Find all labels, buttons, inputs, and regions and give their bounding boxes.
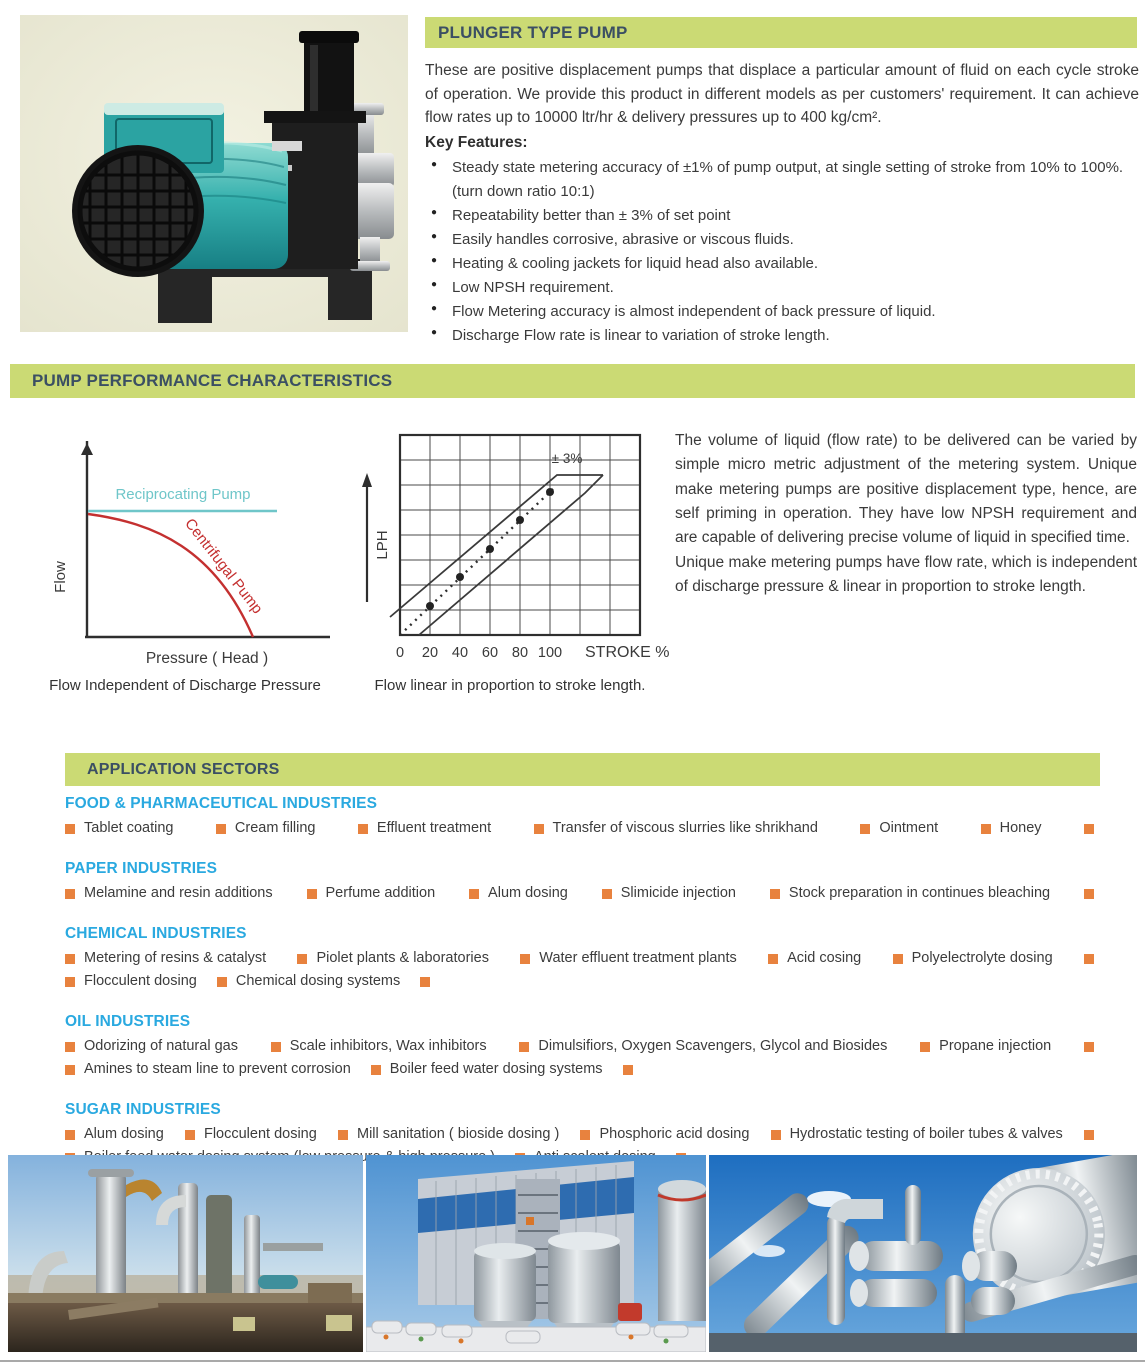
tolerance-label: ± 3% bbox=[551, 451, 583, 466]
industry-photo-strip bbox=[8, 1155, 1137, 1352]
bullet-square-icon bbox=[623, 1065, 633, 1075]
photo-pipes-heat-exchanger bbox=[709, 1155, 1137, 1352]
bullet-square-icon bbox=[65, 1042, 75, 1052]
product-title-bar bbox=[425, 17, 1137, 48]
sector-heading: SUGAR INDUSTRIES bbox=[65, 1101, 221, 1118]
bullet-square-icon bbox=[65, 977, 75, 987]
key-feature-item: ● Low NPSH requirement. bbox=[431, 279, 614, 296]
sector-items-row bbox=[65, 1124, 1103, 1145]
pump-product-photo bbox=[20, 15, 408, 332]
bullet-square-icon bbox=[338, 1130, 348, 1140]
bullet-icon: ● bbox=[431, 231, 438, 242]
application-item: Chemical dosing systems bbox=[217, 971, 400, 992]
application-sectors bbox=[65, 795, 1103, 1189]
sector-items-row bbox=[65, 948, 1103, 969]
application-item: Scale inhibitors, Wax inhibitors bbox=[271, 1036, 487, 1057]
bullet-square-icon bbox=[65, 889, 75, 899]
bullet-square-icon bbox=[371, 1065, 381, 1075]
photo-process-plant bbox=[8, 1155, 363, 1352]
application-item: Metering of resins & catalyst bbox=[65, 948, 266, 969]
application-item: Slimicide injection bbox=[602, 883, 736, 904]
svg-text:100: 100 bbox=[537, 645, 563, 661]
bullet-square-icon bbox=[981, 824, 991, 834]
key-feature-item: ● Discharge Flow rate is linear to variation of stroke length. bbox=[431, 327, 830, 344]
bullet-square-icon bbox=[534, 824, 544, 834]
application-item: Acid cosing bbox=[768, 948, 861, 969]
sector-paper bbox=[65, 860, 1103, 904]
bullet-square-icon bbox=[770, 889, 780, 899]
application-item: Tablet coating bbox=[65, 818, 173, 839]
svg-text:60: 60 bbox=[481, 645, 499, 661]
application-item: Alum dosing bbox=[65, 1124, 164, 1145]
bullet-square-icon bbox=[297, 954, 307, 964]
application-item: Phosphoric acid dosing bbox=[580, 1124, 749, 1145]
application-item: Melamine and resin additions bbox=[65, 883, 273, 904]
application-item: Ointment bbox=[860, 818, 938, 839]
key-feature-item: ● Flow Metering accuracy is almost independent of back pressure of liquid. bbox=[431, 303, 936, 320]
bullet-square-icon bbox=[420, 977, 430, 987]
performance-description bbox=[675, 429, 1137, 599]
application-item: Flocculent dosing bbox=[185, 1124, 317, 1145]
applications-title: APPLICATION SECTORS bbox=[87, 760, 280, 778]
bullet-square-icon bbox=[1084, 889, 1094, 899]
application-item: Piolet plants & laboratories bbox=[297, 948, 489, 969]
bullet-icon: ● bbox=[431, 327, 438, 338]
application-item: Transfer of viscous slurries like shrikhand bbox=[534, 818, 818, 839]
application-item: Perfume addition bbox=[307, 883, 436, 904]
sector-food-pharma bbox=[65, 795, 1103, 839]
sector-heading: PAPER INDUSTRIES bbox=[65, 860, 218, 877]
bullet-square-icon bbox=[1084, 824, 1094, 834]
key-features-label: Key Features: bbox=[425, 134, 528, 151]
key-feature-item: ● Easily handles corrosive, abrasive or viscous fluids. bbox=[431, 231, 794, 248]
bottom-divider bbox=[0, 1360, 1145, 1362]
sector-items-row bbox=[65, 883, 1103, 904]
svg-text:0: 0 bbox=[395, 645, 405, 661]
bullet-square-icon bbox=[1084, 1130, 1094, 1140]
bullet-square-icon bbox=[271, 1042, 281, 1052]
product-title: PLUNGER TYPE PUMP bbox=[438, 22, 628, 42]
bullet-square-icon bbox=[580, 1130, 590, 1140]
key-feature-item: ● Steady state metering accuracy of ±1% of pump output, at single setting of stroke from 10% to 100%. (turn down ratio 10:1) bbox=[431, 159, 1124, 200]
sector-items-row bbox=[65, 971, 1103, 992]
application-item: Propane injection bbox=[920, 1036, 1051, 1057]
sector-items-row bbox=[65, 1036, 1103, 1057]
flow-axis-label: Flow bbox=[52, 561, 69, 593]
bullet-square-icon bbox=[860, 824, 870, 834]
svg-text:40: 40 bbox=[451, 645, 469, 661]
photo-plant-building-tanks bbox=[366, 1155, 706, 1352]
bullet-square-icon bbox=[65, 1130, 75, 1140]
bullet-square-icon bbox=[358, 824, 368, 834]
chart2-caption: Flow linear in proportion to stroke length. bbox=[374, 677, 646, 694]
sector-heading: OIL INDUSTRIES bbox=[65, 1013, 191, 1030]
flow-vs-stroke-chart bbox=[345, 427, 670, 675]
bullet-icon: ● bbox=[431, 207, 438, 218]
reciprocating-pump-label: Reciprocating Pump bbox=[115, 486, 251, 503]
application-item: Honey bbox=[981, 818, 1042, 839]
bullet-square-icon bbox=[217, 977, 227, 987]
pressure-axis-label: Pressure ( Head ) bbox=[145, 650, 269, 667]
svg-text:20: 20 bbox=[421, 645, 439, 661]
x-tick-labels bbox=[396, 645, 562, 661]
application-item: Alum dosing bbox=[469, 883, 568, 904]
key-feature-item: ● Heating & cooling jackets for liquid head also available. bbox=[431, 255, 819, 272]
bullet-icon: ● bbox=[431, 303, 438, 314]
application-item: Water effluent treatment plants bbox=[520, 948, 736, 969]
key-feature-item: ● Repeatability better than ± 3% of set point bbox=[431, 207, 731, 224]
stroke-axis-label: STROKE % bbox=[585, 644, 670, 661]
bullet-square-icon bbox=[469, 889, 479, 899]
sector-items-row bbox=[65, 818, 1103, 839]
bullet-square-icon bbox=[520, 954, 530, 964]
performance-title-bar bbox=[10, 364, 1135, 398]
centrifugal-pump-label: Centrifugal Pump bbox=[181, 515, 266, 618]
bullet-icon: ● bbox=[431, 279, 438, 290]
bullet-square-icon bbox=[519, 1042, 529, 1052]
bullet-square-icon bbox=[307, 889, 317, 899]
product-intro: These are positive displacement pumps that displace a particular amount of fluid on each cycle stroke of operation. We provide this product in different models as per customers' requirement. It can achieve flow rates up to 10000 ltr/hr & delivery pressures up to 400 kg/cm². bbox=[425, 62, 1139, 127]
performance-charts bbox=[0, 427, 1145, 727]
bullet-square-icon bbox=[216, 824, 226, 834]
application-item: Amines to steam line to prevent corrosion bbox=[65, 1059, 351, 1080]
key-features-list bbox=[425, 156, 1139, 348]
bullet-square-icon bbox=[768, 954, 778, 964]
chart1-caption: Flow Independent of Discharge Pressure bbox=[49, 677, 321, 694]
performance-title: PUMP PERFORMANCE CHARACTERISTICS bbox=[32, 371, 393, 390]
sector-heading: CHEMICAL INDUSTRIES bbox=[65, 925, 247, 942]
svg-text:80: 80 bbox=[511, 645, 529, 661]
application-item: Flocculent dosing bbox=[65, 971, 197, 992]
bullet-square-icon bbox=[893, 954, 903, 964]
bullet-square-icon bbox=[920, 1042, 930, 1052]
applications-title-bar bbox=[65, 753, 1100, 786]
application-item: Hydrostatic testing of boiler tubes & valves bbox=[771, 1124, 1063, 1145]
application-item: Dimulsifiors, Oxygen Scavengers, Glycol and Biosides bbox=[519, 1036, 887, 1057]
application-item: Effluent treatment bbox=[358, 818, 491, 839]
bullet-square-icon bbox=[1084, 954, 1094, 964]
bullet-icon: ● bbox=[431, 159, 438, 170]
application-item: Boiler feed water dosing systems bbox=[371, 1059, 603, 1080]
sector-heading: FOOD & PHARMACEUTICAL INDUSTRIES bbox=[65, 795, 378, 812]
lph-axis-label: LPH bbox=[374, 530, 391, 560]
bullet-square-icon bbox=[65, 954, 75, 964]
bullet-square-icon bbox=[185, 1130, 195, 1140]
bullet-icon: ● bbox=[431, 255, 438, 266]
application-item: Cream filling bbox=[216, 818, 316, 839]
application-item: Mill sanitation ( bioside dosing ) bbox=[338, 1124, 559, 1145]
performance-paragraph-1: The volume of liquid (flow rate) to be delivered can be varied by simple micro metric adjustment of the metering system. Unique make metering pumps are positive displacement type, hence, are self priming in operation. They have low NPSH requirement and are capable of delivering precise volume of liquid in specified time. bbox=[675, 432, 1137, 547]
bullet-square-icon bbox=[602, 889, 612, 899]
flow-vs-pressure-chart bbox=[35, 427, 345, 675]
plunger-pump-illustration bbox=[20, 15, 408, 332]
sector-chemical bbox=[65, 925, 1103, 992]
application-item: Polyelectrolyte dosing bbox=[893, 948, 1053, 969]
performance-paragraph-2: Unique make metering pumps have flow rate, which is independent of discharge pressure & linear in proportion to stroke length. bbox=[675, 553, 1137, 595]
sector-items-row bbox=[65, 1059, 1103, 1080]
application-item: Stock preparation in continues bleaching bbox=[770, 883, 1050, 904]
sector-oil bbox=[65, 1013, 1103, 1080]
bullet-square-icon bbox=[771, 1130, 781, 1140]
bullet-square-icon bbox=[65, 824, 75, 834]
bullet-square-icon bbox=[65, 1065, 75, 1075]
application-item: Odorizing of natural gas bbox=[65, 1036, 238, 1057]
bullet-square-icon bbox=[1084, 1042, 1094, 1052]
